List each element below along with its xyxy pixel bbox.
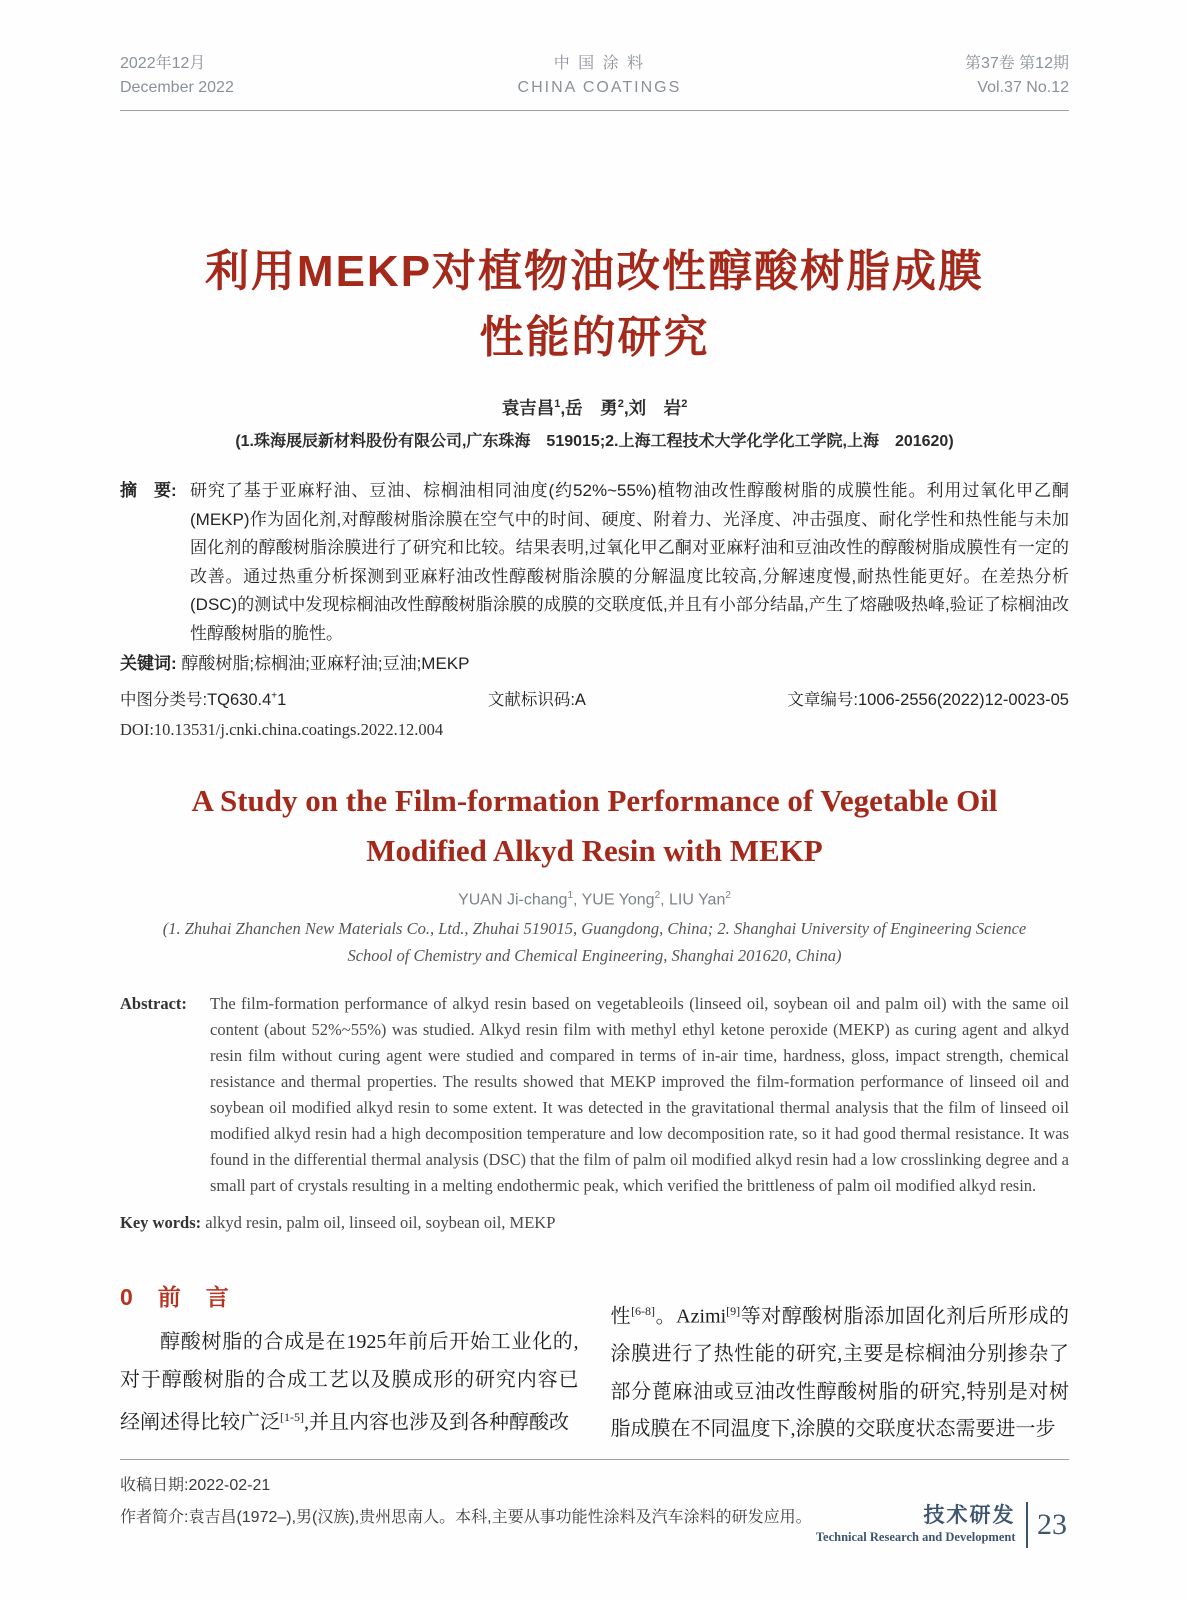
citation-ref-6-8: [6-8] (631, 1304, 656, 1319)
clc-number (120, 686, 286, 710)
authors-en (120, 890, 1069, 909)
footnote-author-bio: 作者简介:袁吉昌(1972–),男(汉族),贵州思南人。本科,主要从事功能性涂料及汽车涂料的研发应用。 (120, 1508, 812, 1526)
author-en-3-sup: 2 (725, 890, 731, 901)
keywords-en-text: alkyd resin, palm oil, linseed oil, soybean oil, MEKP (205, 1213, 556, 1233)
citation-ref-1-5: [1-5] (280, 1410, 304, 1425)
author-en-2: , YUE Yong (573, 891, 655, 909)
journal-header (120, 0, 1069, 111)
abstract-en-label: Abstract: (120, 994, 187, 1014)
affiliation-en-line1: (1. Zhuhai Zhanchen New Materials Co., Ltd., Zhuhai 519015, Guangdong, China; 2. Shanghai University of Engineering Science (162, 919, 1027, 939)
clc-tail: 1 (277, 691, 287, 709)
abstract-cn-text: 研究了基于亚麻籽油、豆油、棕榈油相同油度(约52%~55%)植物油改性醇酸树脂的成膜性能。利用过氧化甲乙酮(MEKP)作为固化剂,对醇酸树脂涂膜在空气中的时间、硬度、附着力、光泽度、冲击强度、耐化学性和热性能与未加固化剂的醇酸树脂涂膜进行了研究和比较。结果表明,过氧化甲乙酮对亚麻籽油和豆油改性的醇酸树脂成膜性有一定的改善。通过热重分析探测到亚麻籽油改性醇酸树脂涂膜的分解温度比较高,分解速度慢,耐热性能更好。在差热分析(DSC)的测试中发现棕榈油改性醇酸树脂涂膜的成膜的交联度低,并且有小部分结晶,产生了熔融吸热峰,验证了棕榈油改性醇酸树脂的脆性。 (190, 481, 1069, 643)
keywords-en-label: Key words: (120, 1213, 202, 1233)
author-en-2-sup: 2 (654, 890, 661, 901)
article-title-cn-line2: 性能的研究 (479, 313, 710, 362)
issue-date-cn: 2022年12月 (120, 55, 206, 72)
body-left-text-1: 醇酸树脂的合成是在1925年前后开始工业化的,对于醇酸树脂的合成工艺以及膜成形的研究内容已经阐述得比较广泛 (120, 1331, 579, 1434)
clc-sup: + (271, 690, 278, 702)
header-volume (965, 52, 1069, 100)
article-title-cn (120, 239, 1069, 371)
author-en-1: YUAN Ji-chang (458, 891, 568, 909)
keywords-en (120, 1213, 1069, 1233)
header-journal-name (518, 52, 682, 100)
article-title-en (120, 776, 1069, 876)
page-footer (816, 1502, 1067, 1548)
author-cn-2-sup: 2 (617, 398, 624, 411)
abstract-cn-label: 摘 要: (120, 481, 177, 500)
abstract-cn (120, 477, 1069, 648)
header-issue-date (120, 52, 234, 100)
volume-cn: 第37卷 第12期 (964, 55, 1069, 72)
affiliation-en (120, 915, 1069, 969)
author-cn-1: 袁吉昌 (501, 398, 555, 418)
body-columns (120, 1279, 1069, 1449)
issue-date-en: December 2022 (120, 79, 234, 96)
doi: DOI:10.13531/j.cnki.china.coatings.2022.12.004 (120, 720, 444, 739)
citation-ref-9: [9] (726, 1304, 741, 1319)
keywords-cn-text: 醇酸树脂;棕榈油;亚麻籽油;豆油;MEKP (181, 654, 470, 673)
author-cn-1-sup: 1 (554, 398, 561, 411)
body-right-text-3: 等对醇酸树脂添加固化剂后所形成的涂膜进行了热性能的研究,主要是棕榈油分别掺杂了部分蓖麻油或豆油改性醇酸树脂的研究,特别是对树脂成膜在不同温度下,涂膜的交联度状态需要进一步 (610, 1305, 1070, 1441)
body-paragraph-right (611, 1293, 1070, 1449)
clc-label: 中图分类号:TQ630.4 (120, 691, 272, 709)
affiliation-en-line2: School of Chemistry and Chemical Engineering, Shanghai 201620, China) (347, 946, 842, 966)
journal-name-en: CHINA COATINGS (517, 79, 682, 96)
abstract-en (120, 991, 1069, 1199)
body-left-text-2: ,并且内容也涉及到各种醇酸改 (304, 1411, 569, 1434)
article-title-en-line1: A Study on the Film-formation Performance of Vegetable Oil (191, 783, 998, 818)
volume-en: Vol.37 No.12 (977, 79, 1069, 96)
footer-section-name (816, 1504, 1016, 1546)
footer-divider-bar (1026, 1502, 1029, 1548)
body-paragraph-left (120, 1324, 579, 1442)
body-column-right (611, 1279, 1070, 1449)
meta-row (120, 686, 1069, 710)
article-title-cn-line1: 利用MEKP对植物油改性醇酸树脂成膜 (204, 247, 985, 296)
keywords-cn (120, 650, 1069, 678)
abstract-en-text: The film-formation performance of alkyd resin based on vegetableoils (linseed oil, soybean oil and palm oil) with the same oil content (about 52%~55%) was studied. Alkyd resin film with methyl ethyl ketone peroxide (MEKP) as curing agent and alkyd resin film without curing agent were studied and compared in terms of in-air time, hardness, gloss, impact strength, chemical resistance and thermal properties. The results showed that MEKP improved the film-formation performance of linseed oil and soybean oil modified alkyd resin to some extent. It was detected in the gravitational thermal analysis that the film of linseed oil modified alkyd resin had a high decomposition temperature and low decomposition rate, so it had good thermal resistance. It was found in the differential thermal analysis (DSC) that the film of palm oil modified alkyd resin had a low crosslinking degree and a small part of crystals resulting in a melting endothermic peak, which verified the brittleness of palm oil modified alkyd resin. (210, 994, 1069, 1196)
footnote-received-date: 收稿日期:2022-02-21 (120, 1476, 271, 1494)
author-cn-2: ,岳 勇 (560, 398, 618, 418)
page-number: 23 (1037, 1508, 1067, 1541)
affiliation-cn: (1.珠海展辰新材料股份有限公司,广东珠海 519015;2.上海工程技术大学化学化工学院,上海 201620) (235, 433, 954, 450)
body-right-text-2: 。Azimi (655, 1305, 727, 1328)
footnote-divider (120, 1459, 1069, 1460)
footer-section-cn: 技术研发 (923, 1504, 1016, 1527)
author-en-1-sup: 1 (567, 890, 573, 901)
body-right-text-1: 性 (610, 1305, 632, 1328)
keywords-cn-label: 关键词: (120, 654, 177, 673)
body-column-left (120, 1279, 579, 1449)
section-0-heading: 0 前 言 (120, 1284, 230, 1311)
author-cn-3: ,刘 岩 (623, 398, 682, 418)
authors-cn (120, 395, 1069, 420)
author-en-3: , LIU Yan (660, 891, 726, 909)
article-title-en-line2: Modified Alkyd Resin with MEKP (366, 833, 823, 868)
footer-section-en: Technical Research and Development (815, 1530, 1016, 1544)
document-code: 文献标识码:A (487, 691, 586, 709)
article-id: 文章编号:1006-2556(2022)12-0023-05 (787, 691, 1069, 709)
author-cn-3-sup: 2 (681, 398, 688, 411)
journal-name-cn: 中 国 涂 料 (553, 55, 646, 72)
